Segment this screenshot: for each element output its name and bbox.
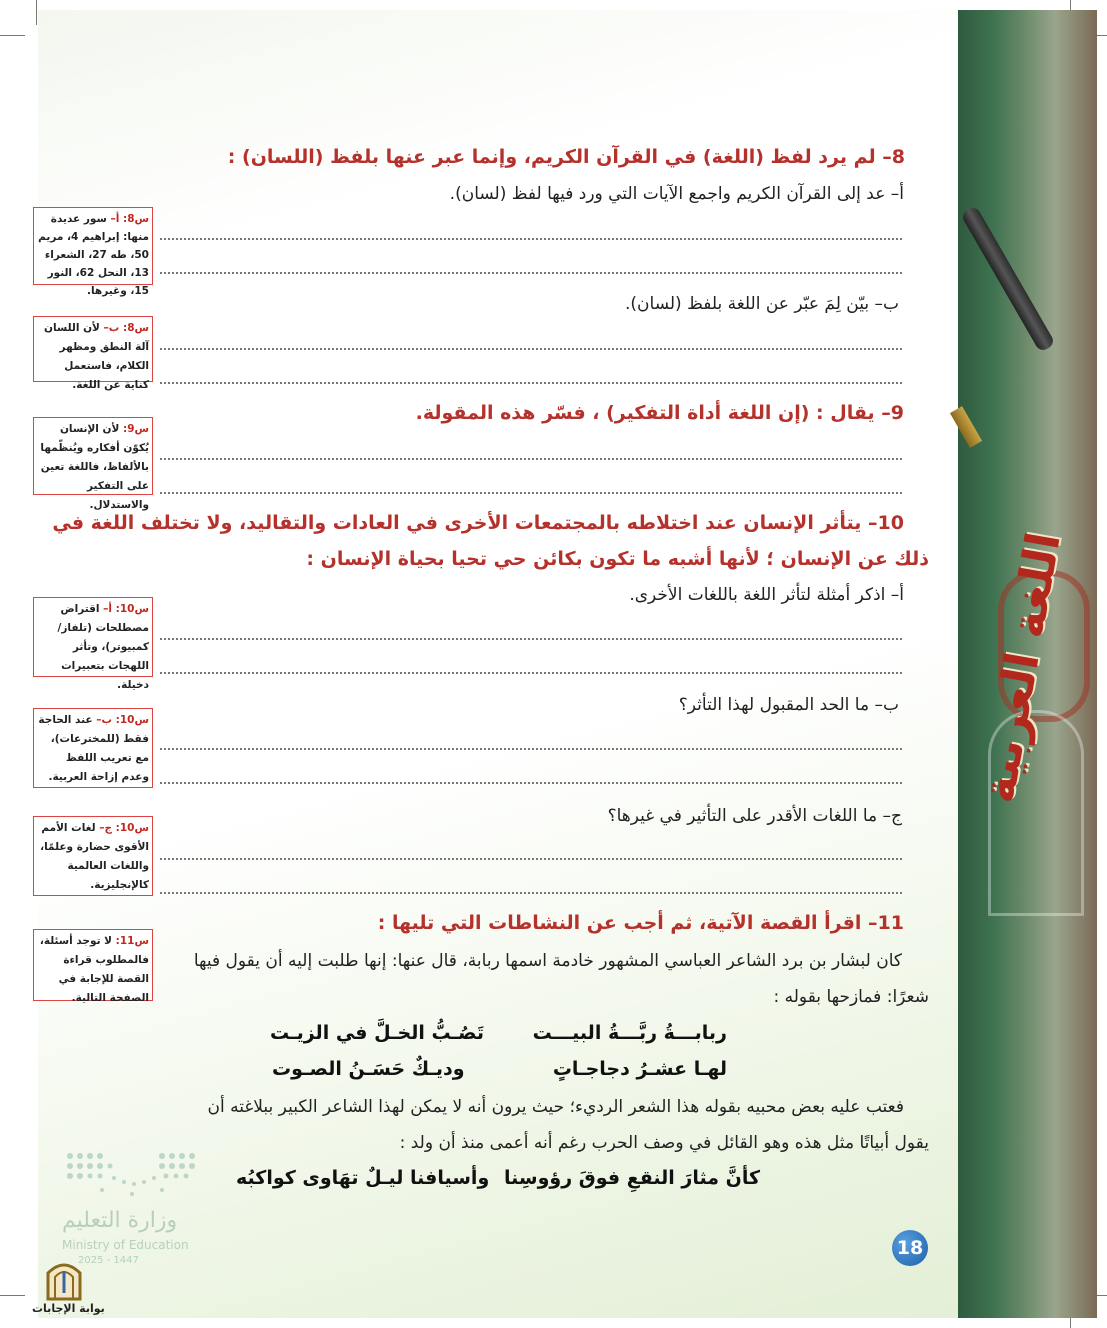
answer-box-10b [33, 708, 153, 788]
book-title: اللغة العربية [970, 528, 1071, 807]
story-line-1: كان لبشار بن برد الشاعر العباسي المشهور خادمة اسمها ربابة، قال عنها: إنها طلبت إليه أن يقول فيها [193, 951, 902, 971]
question-8-title: 8– لم يرد لفظ (اللغة) في القرآن الكريم، وإنما عبر عنها بلفظ (اللسان) : [227, 146, 905, 168]
answer-label: س10: أ– [103, 603, 149, 615]
question-10-line-2: ذلك عن الإنسان ؛ لأنها أشبه ما تكون بكائن حي تحيا بحياة الإنسان : [306, 548, 929, 570]
answer-line[interactable] [160, 270, 902, 274]
answer-box-8b [33, 316, 153, 391]
answer-text: عند الحاجة فقط (للمخترعات)، مع تعريب اللفظ وعدم إزاحة العربية. [38, 714, 149, 783]
answer-line[interactable] [160, 456, 902, 460]
question-11-title: 11– اقرأ القصة الآتية، ثم أجب عن النشاطات التي تليها : [377, 912, 904, 934]
question-10b: ب– ما الحد المقبول لهذا التأثر؟ [678, 695, 899, 715]
answer-line[interactable] [160, 380, 902, 384]
answer-box-8a [33, 207, 153, 297]
answer-label: س8: ب– [103, 322, 149, 334]
decorative-side-panel [958, 10, 1097, 1318]
answer-label: س10: ب– [96, 714, 149, 726]
ministry-name-arabic: وزارة التعليم [62, 1208, 178, 1233]
answer-line[interactable] [160, 490, 902, 494]
verse-1-second-hemistich: تَصُـبُّ الخـلَّ في الزيـت [270, 1022, 484, 1044]
question-9-title: 9– يقال : (إن اللغة أداة التفكير) ، فسّر هذه المقولة. [415, 402, 904, 424]
story-line-4: يقول أبياتًا مثل هذه وهو القائل في وصف الحرب رغم أنه أعمى منذ أن ولد : [399, 1133, 929, 1153]
answer-text: لغات الأمم الأقوى حضارة وعلمًا، واللغات العالمية كالإنجليزية. [40, 822, 149, 891]
answer-line[interactable] [160, 236, 902, 240]
verse-3-first-hemistich: كأنَّ مثارَ النقعِ فوقَ رؤوسِنا [504, 1167, 760, 1189]
answer-line[interactable] [160, 636, 902, 640]
page-number: 18 [892, 1230, 928, 1266]
crop-mark [36, 0, 37, 25]
answer-text: سور عديدة منها: إبراهيم 4، مريم 50، طه 27، الشعراء 13، النحل 62، النور 15، وغيرها. [38, 213, 149, 297]
answer-line[interactable] [160, 746, 902, 750]
portal-name: بوابة الإجابات [32, 1302, 105, 1315]
question-8b: ب– بيّن لِمَ عبّر عن اللغة بلفظ (لسان). [625, 294, 899, 314]
question-10-line-1: 10– يتأثر الإنسان عند اختلاطه بالمجتمعات الأخرى في العادات والتقاليد، ولا تختلف اللغة في [52, 512, 904, 534]
answer-box-11 [33, 929, 153, 1004]
crop-mark [0, 35, 25, 36]
verse-3-second-hemistich: وأسيافنا ليـلٌ تهَاوى كواكبُه [236, 1167, 490, 1189]
pen-icon [960, 205, 1056, 353]
verse-1-first-hemistich: ربابـــةُ ربَّـــةُ البيـــت [532, 1022, 727, 1044]
answer-text: لا توجد أسئلة، فالمطلوب قراءة القصة للإجابة في الصفحة التالية. [39, 935, 149, 1004]
answer-line[interactable] [160, 670, 902, 674]
answer-line[interactable] [160, 856, 902, 860]
question-8a: أ– عد إلى القرآن الكريم واجمع الآيات التي ورد فيها لفظ (لسان). [449, 184, 904, 204]
answer-text: لأن الإنسان يُكوّن أفكاره ويُنظّمها بالألفاظ، فاللغة تعين على التفكير والاستدلال. [40, 423, 149, 511]
verse-2-first-hemistich: لهـا عشـرُ دجاجـاتٍ [552, 1058, 727, 1080]
answer-line[interactable] [160, 780, 902, 784]
question-10c: ج– ما اللغات الأقدر على التأثير في غيرها؟ [607, 806, 902, 826]
ministry-year: 2025 - 1447 [78, 1255, 139, 1266]
question-10a: أ– اذكر أمثلة لتأثر اللغة باللغات الأخرى. [629, 585, 904, 605]
answer-box-10c [33, 816, 153, 896]
ministry-logo-icon [62, 1150, 202, 1200]
answer-box-9 [33, 417, 153, 511]
story-line-3: فعتب عليه بعض محبيه بقوله هذا الشعر الرديء؛ حيث يرون أنه لا يمكن لهذا الشاعر الكبير ببلاغته أن [207, 1097, 904, 1117]
story-line-2: شعرًا: فمازحها بقوله : [773, 987, 929, 1007]
crop-mark [0, 1295, 25, 1296]
answer-line[interactable] [160, 890, 902, 894]
answer-text: اقتراض مصطلحات (تلفاز/ كمبيوتر)، وتأثر اللهجات بتعبيرات دخيلة. [57, 603, 149, 691]
answer-label: س10: ج– [99, 822, 149, 834]
portal-logo-icon [44, 1257, 84, 1301]
verse-2-second-hemistich: وديـكٌ حَسَـنُ الصـوت [272, 1058, 465, 1080]
answer-line[interactable] [160, 346, 902, 350]
answer-box-10a [33, 597, 153, 691]
answer-label: س11: [115, 935, 149, 947]
ministry-name-english: Ministry of Education [62, 1238, 189, 1252]
answer-label: س9: [122, 423, 149, 435]
answer-label: س8: أ– [110, 213, 149, 225]
textbook-page [38, 10, 958, 1318]
answer-text: لأن اللسان آلة النطق ومظهر الكلام، فاستعمل كناية عن اللغة. [44, 322, 149, 391]
